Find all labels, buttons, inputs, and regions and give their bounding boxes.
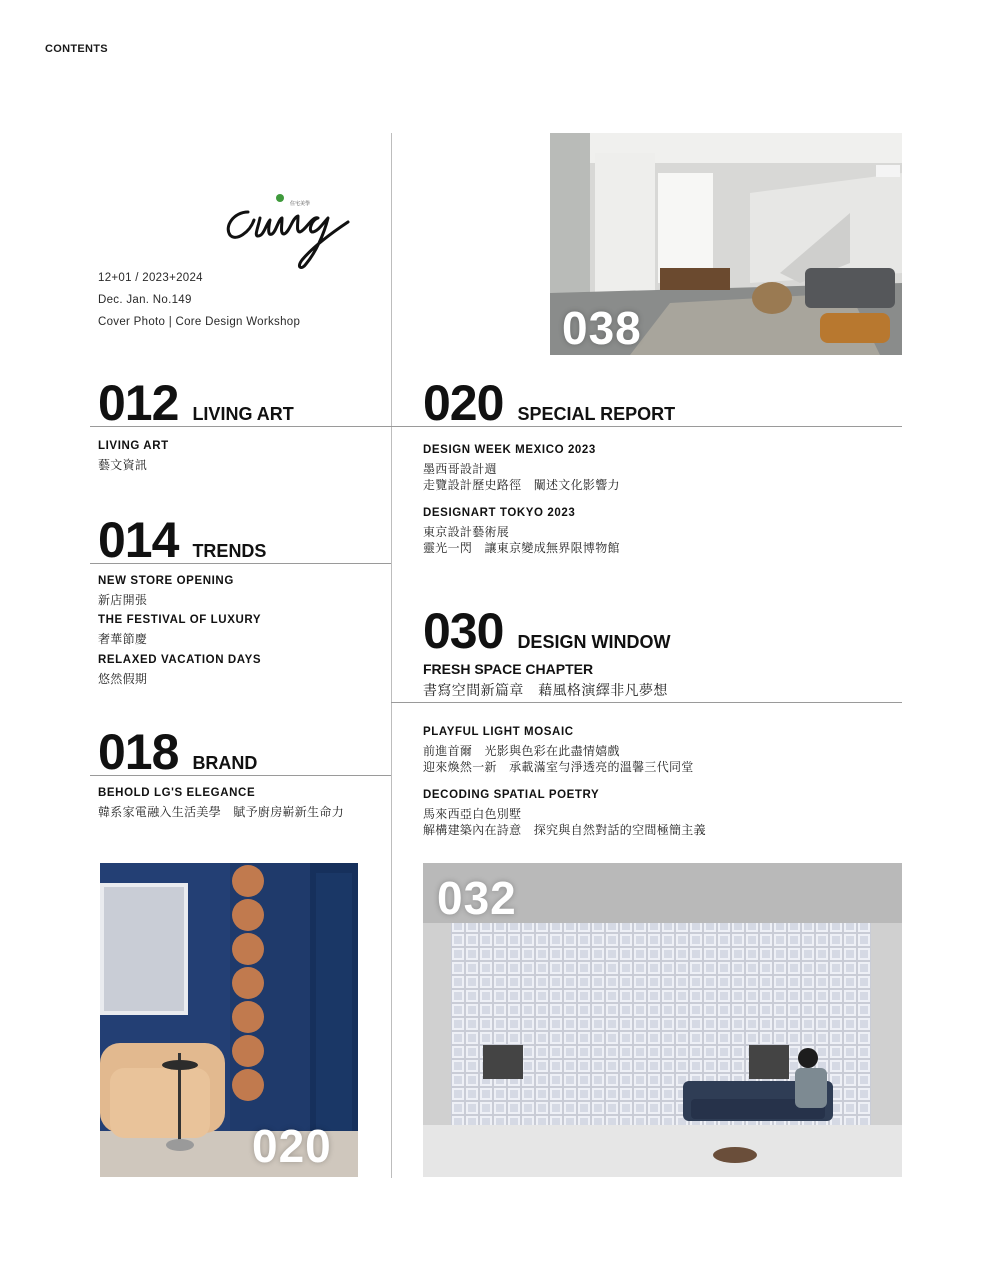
section-title: SPECIAL REPORT (517, 404, 676, 424)
entry-title: PLAYFUL LIGHT MOSAIC (423, 726, 574, 738)
section-title: DESIGN WINDOW (517, 632, 671, 652)
entry-subtitle: 悠然假期 (98, 672, 148, 686)
living-logo (220, 190, 355, 275)
entry-subtitle: 走覽設計歷史路徑 闡述文化影響力 (423, 478, 620, 492)
section-title: BRAND (192, 753, 258, 773)
entry-subtitle: 前進首爾 光影與色彩在此盡情嬉戲 (423, 744, 620, 758)
photo-page-number: 020 (252, 1120, 332, 1172)
section-014-header (98, 512, 267, 568)
entry-subtitle: 解構建築內在詩意 探究與自然對話的空間極簡主義 (423, 823, 706, 837)
entry-title: LIVING ART (98, 440, 169, 452)
logo-tag: 住宅美學 (290, 201, 311, 207)
section-number: 020 (423, 375, 504, 431)
entry-title: NEW STORE OPENING (98, 575, 234, 587)
section-012-header (98, 375, 294, 431)
photo-blue-room-chair (100, 863, 358, 1177)
section-030-header (423, 603, 671, 659)
entry-title: DESIGNART TOKYO 2023 (423, 507, 576, 519)
entry-subtitle: 奢華節慶 (98, 632, 148, 646)
entry-subtitle: 新店開張 (98, 593, 148, 607)
photo-page-number: 032 (437, 872, 517, 924)
lead-subtitle: 書寫空間新篇章 藉風格演繹非凡夢想 (423, 682, 668, 698)
entry-subtitle: 東京設計藝術展 (423, 525, 510, 539)
photo-interior-living-room (550, 133, 902, 355)
photo-page-number: 038 (562, 302, 642, 354)
rule-030 (391, 702, 902, 703)
section-number: 012 (98, 375, 179, 431)
section-title: LIVING ART (192, 404, 294, 424)
photo-glass-block-wall (423, 863, 902, 1177)
section-number: 018 (98, 724, 179, 780)
entry-subtitle: 藝文資訊 (98, 458, 148, 472)
entry-title: THE FESTIVAL OF LUXURY (98, 614, 262, 626)
logo-dot-icon (276, 194, 284, 202)
section-020-header (423, 375, 676, 431)
entry-title: BEHOLD LG'S ELEGANCE (98, 787, 256, 799)
entry-subtitle: 靈光一閃 讓東京變成無界限博物館 (423, 541, 620, 555)
entry-subtitle: 韓系家電融入生活美學 賦予廚房嶄新生命力 (98, 805, 345, 819)
section-018-header (98, 724, 258, 780)
entry-subtitle: 墨西哥設計週 (423, 462, 497, 476)
entry-subtitle: 馬來西亞白色別墅 (423, 807, 522, 821)
entry-title: RELAXED VACATION DAYS (98, 654, 262, 666)
column-divider (391, 133, 392, 1178)
section-title: TRENDS (192, 541, 267, 561)
entry-title: DESIGN WEEK MEXICO 2023 (423, 444, 596, 456)
entry-title: DECODING SPATIAL POETRY (423, 789, 600, 801)
entry-subtitle: 迎來煥然一新 承載滿室勻淨透亮的溫馨三代同堂 (423, 760, 694, 774)
issue-line: 12+01 / 2023+2024 (98, 272, 203, 284)
cover-credit: Cover Photo | Core Design Workshop (98, 316, 301, 328)
section-number: 014 (98, 512, 179, 568)
lead-title: FRESH SPACE CHAPTER (423, 661, 594, 677)
page-label: CONTENTS (45, 43, 108, 55)
issue-number: Dec. Jan. No.149 (98, 294, 192, 306)
section-number: 030 (423, 603, 504, 659)
